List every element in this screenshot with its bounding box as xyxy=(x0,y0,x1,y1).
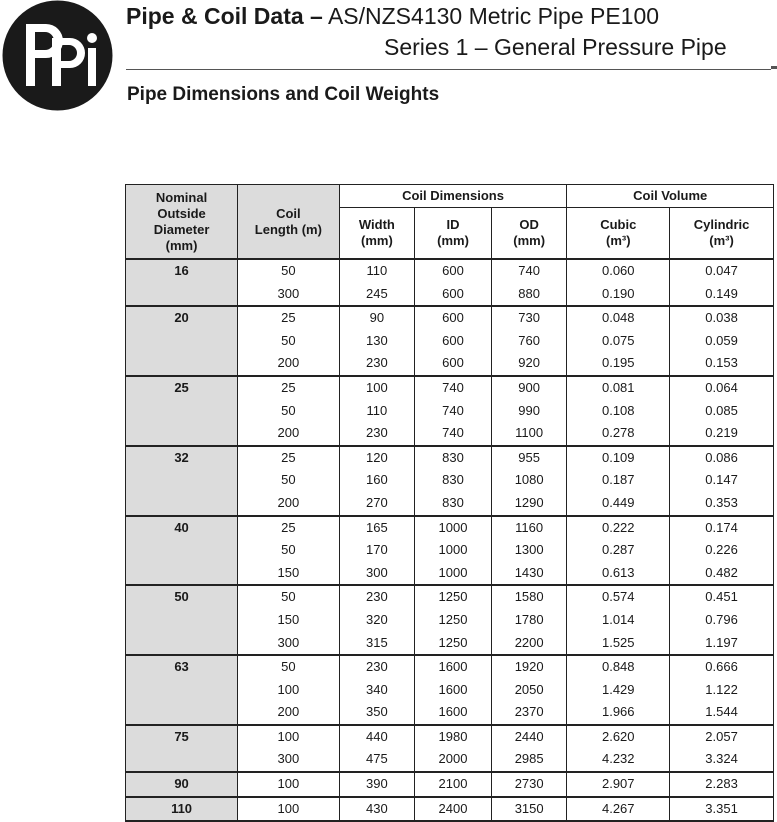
coil-length-cell: 25 xyxy=(238,306,340,330)
coil-length-cell: 150 xyxy=(238,562,340,586)
coil-length-cell: 50 xyxy=(238,330,340,353)
od-cell: 2985 xyxy=(491,748,567,772)
header-coil-volume: Coil Volume xyxy=(567,185,774,208)
coil-length-cell: 50 xyxy=(238,259,340,283)
cubic-cell: 0.613 xyxy=(567,562,670,586)
cylindric-cell: 2.057 xyxy=(670,725,774,749)
width-cell: 475 xyxy=(339,748,415,772)
coil-length-cell: 100 xyxy=(238,679,340,702)
table-row xyxy=(126,772,774,797)
header-cylindric: Cylindric (m³) xyxy=(670,208,774,260)
coil-length-cell: 50 xyxy=(238,585,340,609)
od-cell: 990 xyxy=(491,400,567,423)
width-cell: 315 xyxy=(339,632,415,656)
cylindric-cell: 0.219 xyxy=(670,422,774,446)
width-cell: 110 xyxy=(339,259,415,283)
cubic-cell: 2.620 xyxy=(567,725,670,749)
id-cell: 740 xyxy=(415,400,492,423)
width-cell: 130 xyxy=(339,330,415,353)
cubic-cell: 0.109 xyxy=(567,446,670,470)
document-title xyxy=(126,3,659,30)
cylindric-cell: 0.038 xyxy=(670,306,774,330)
cylindric-cell: 0.059 xyxy=(670,330,774,353)
ppi-logo xyxy=(2,0,113,111)
od-cell: 920 xyxy=(491,352,567,376)
width-cell: 270 xyxy=(339,492,415,516)
nominal-diameter-cell: 20 xyxy=(126,306,238,376)
cubic-cell: 0.222 xyxy=(567,516,670,540)
cylindric-cell: 0.149 xyxy=(670,283,774,307)
table-row xyxy=(126,585,774,609)
cubic-cell: 1.966 xyxy=(567,701,670,725)
width-cell: 430 xyxy=(339,797,415,822)
coil-length-cell: 25 xyxy=(238,446,340,470)
coil-length-cell: 150 xyxy=(238,609,340,632)
od-cell: 955 xyxy=(491,446,567,470)
id-cell: 1250 xyxy=(415,609,492,632)
od-cell: 1290 xyxy=(491,492,567,516)
coil-length-cell: 50 xyxy=(238,539,340,562)
cylindric-cell: 0.047 xyxy=(670,259,774,283)
table-row xyxy=(126,376,774,400)
cubic-cell: 0.190 xyxy=(567,283,670,307)
document-title-line2: Series 1 – General Pressure Pipe xyxy=(384,34,727,60)
coil-length-cell: 25 xyxy=(238,376,340,400)
width-cell: 90 xyxy=(339,306,415,330)
id-cell: 2000 xyxy=(415,748,492,772)
width-cell: 340 xyxy=(339,679,415,702)
coil-length-cell: 50 xyxy=(238,469,340,492)
od-cell: 2050 xyxy=(491,679,567,702)
table-row xyxy=(126,655,774,679)
cylindric-cell: 3.351 xyxy=(670,797,774,822)
width-cell: 120 xyxy=(339,446,415,470)
cubic-cell: 0.287 xyxy=(567,539,670,562)
cubic-cell: 4.232 xyxy=(567,748,670,772)
header-width: Width (mm) xyxy=(339,208,415,260)
coil-length-cell: 300 xyxy=(238,283,340,307)
id-cell: 1000 xyxy=(415,516,492,540)
od-cell: 1920 xyxy=(491,655,567,679)
cylindric-cell: 1.197 xyxy=(670,632,774,656)
cubic-cell: 0.848 xyxy=(567,655,670,679)
cubic-cell: 0.187 xyxy=(567,469,670,492)
width-cell: 300 xyxy=(339,562,415,586)
coil-length-cell: 200 xyxy=(238,352,340,376)
table-row xyxy=(126,259,774,283)
cylindric-cell: 0.666 xyxy=(670,655,774,679)
coil-length-cell: 300 xyxy=(238,632,340,656)
table-body xyxy=(126,259,774,821)
table-row xyxy=(126,797,774,822)
id-cell: 830 xyxy=(415,446,492,470)
width-cell: 170 xyxy=(339,539,415,562)
coil-length-cell: 200 xyxy=(238,422,340,446)
cylindric-cell: 0.174 xyxy=(670,516,774,540)
table-row xyxy=(126,516,774,540)
id-cell: 2100 xyxy=(415,772,492,797)
table-row xyxy=(126,725,774,749)
width-cell: 230 xyxy=(339,585,415,609)
cylindric-cell: 2.283 xyxy=(670,772,774,797)
coil-length-cell: 100 xyxy=(238,725,340,749)
cubic-cell: 0.449 xyxy=(567,492,670,516)
id-cell: 830 xyxy=(415,469,492,492)
od-cell: 3150 xyxy=(491,797,567,822)
id-cell: 1250 xyxy=(415,632,492,656)
cubic-cell: 1.014 xyxy=(567,609,670,632)
cylindric-cell: 1.544 xyxy=(670,701,774,725)
id-cell: 1000 xyxy=(415,562,492,586)
cylindric-cell: 0.796 xyxy=(670,609,774,632)
cubic-cell: 0.081 xyxy=(567,376,670,400)
width-cell: 230 xyxy=(339,352,415,376)
coil-length-cell: 300 xyxy=(238,748,340,772)
nominal-diameter-cell: 110 xyxy=(126,797,238,822)
cubic-cell: 0.048 xyxy=(567,306,670,330)
id-cell: 1600 xyxy=(415,679,492,702)
coil-length-cell: 25 xyxy=(238,516,340,540)
nominal-diameter-cell: 40 xyxy=(126,516,238,586)
table-row xyxy=(126,306,774,330)
width-cell: 230 xyxy=(339,655,415,679)
cylindric-cell: 0.353 xyxy=(670,492,774,516)
cubic-cell: 0.060 xyxy=(567,259,670,283)
od-cell: 1780 xyxy=(491,609,567,632)
cubic-cell: 4.267 xyxy=(567,797,670,822)
nominal-diameter-cell: 75 xyxy=(126,725,238,772)
width-cell: 350 xyxy=(339,701,415,725)
width-cell: 100 xyxy=(339,376,415,400)
nominal-diameter-cell: 63 xyxy=(126,655,238,725)
cubic-cell: 2.907 xyxy=(567,772,670,797)
coil-length-cell: 100 xyxy=(238,797,340,822)
id-cell: 600 xyxy=(415,306,492,330)
od-cell: 1080 xyxy=(491,469,567,492)
id-cell: 1980 xyxy=(415,725,492,749)
cylindric-cell: 0.482 xyxy=(670,562,774,586)
id-cell: 1600 xyxy=(415,701,492,725)
header-id: ID (mm) xyxy=(415,208,492,260)
width-cell: 320 xyxy=(339,609,415,632)
coil-length-cell: 200 xyxy=(238,492,340,516)
cylindric-cell: 0.147 xyxy=(670,469,774,492)
id-cell: 740 xyxy=(415,376,492,400)
cylindric-cell: 3.324 xyxy=(670,748,774,772)
coil-length-cell: 200 xyxy=(238,701,340,725)
cylindric-cell: 0.226 xyxy=(670,539,774,562)
od-cell: 1580 xyxy=(491,585,567,609)
cylindric-cell: 0.153 xyxy=(670,352,774,376)
id-cell: 600 xyxy=(415,259,492,283)
cubic-cell: 0.108 xyxy=(567,400,670,423)
id-cell: 2400 xyxy=(415,797,492,822)
cubic-cell: 0.278 xyxy=(567,422,670,446)
id-cell: 830 xyxy=(415,492,492,516)
header-coil-dimensions: Coil Dimensions xyxy=(339,185,567,208)
width-cell: 245 xyxy=(339,283,415,307)
header-rule-tick xyxy=(771,66,777,69)
id-cell: 1250 xyxy=(415,585,492,609)
od-cell: 2440 xyxy=(491,725,567,749)
cylindric-cell: 0.086 xyxy=(670,446,774,470)
header-nominal-diameter: Nominal Outside Diameter (mm) xyxy=(126,185,238,260)
nominal-diameter-cell: 32 xyxy=(126,446,238,516)
cubic-cell: 0.574 xyxy=(567,585,670,609)
cubic-cell: 1.429 xyxy=(567,679,670,702)
width-cell: 110 xyxy=(339,400,415,423)
cylindric-cell: 1.122 xyxy=(670,679,774,702)
width-cell: 440 xyxy=(339,725,415,749)
cylindric-cell: 0.064 xyxy=(670,376,774,400)
od-cell: 880 xyxy=(491,283,567,307)
width-cell: 165 xyxy=(339,516,415,540)
title-bold: Pipe & Coil Data – xyxy=(126,3,323,29)
od-cell: 760 xyxy=(491,330,567,353)
id-cell: 1000 xyxy=(415,539,492,562)
width-cell: 390 xyxy=(339,772,415,797)
od-cell: 900 xyxy=(491,376,567,400)
coil-length-cell: 100 xyxy=(238,772,340,797)
table-row xyxy=(126,446,774,470)
nominal-diameter-cell: 50 xyxy=(126,585,238,655)
cylindric-cell: 0.451 xyxy=(670,585,774,609)
od-cell: 1100 xyxy=(491,422,567,446)
od-cell: 2730 xyxy=(491,772,567,797)
coil-length-cell: 50 xyxy=(238,655,340,679)
id-cell: 600 xyxy=(415,283,492,307)
od-cell: 1430 xyxy=(491,562,567,586)
id-cell: 740 xyxy=(415,422,492,446)
cubic-cell: 1.525 xyxy=(567,632,670,656)
cubic-cell: 0.075 xyxy=(567,330,670,353)
header-rule xyxy=(126,69,771,70)
width-cell: 230 xyxy=(339,422,415,446)
coil-length-cell: 50 xyxy=(238,400,340,423)
od-cell: 1300 xyxy=(491,539,567,562)
cylindric-cell: 0.085 xyxy=(670,400,774,423)
id-cell: 600 xyxy=(415,330,492,353)
od-cell: 2200 xyxy=(491,632,567,656)
width-cell: 160 xyxy=(339,469,415,492)
od-cell: 730 xyxy=(491,306,567,330)
title-rest: AS/NZS4130 Metric Pipe PE100 xyxy=(327,3,660,29)
header-cubic: Cubic (m³) xyxy=(567,208,670,260)
od-cell: 2370 xyxy=(491,701,567,725)
od-cell: 740 xyxy=(491,259,567,283)
coil-data-table xyxy=(125,184,774,822)
header-od: OD (mm) xyxy=(491,208,567,260)
header-coil-length: Coil Length (m) xyxy=(238,185,340,260)
section-subtitle: Pipe Dimensions and Coil Weights xyxy=(127,84,440,105)
nominal-diameter-cell: 90 xyxy=(126,772,238,797)
id-cell: 600 xyxy=(415,352,492,376)
id-cell: 1600 xyxy=(415,655,492,679)
od-cell: 1160 xyxy=(491,516,567,540)
cubic-cell: 0.195 xyxy=(567,352,670,376)
nominal-diameter-cell: 16 xyxy=(126,259,238,306)
nominal-diameter-cell: 25 xyxy=(126,376,238,446)
